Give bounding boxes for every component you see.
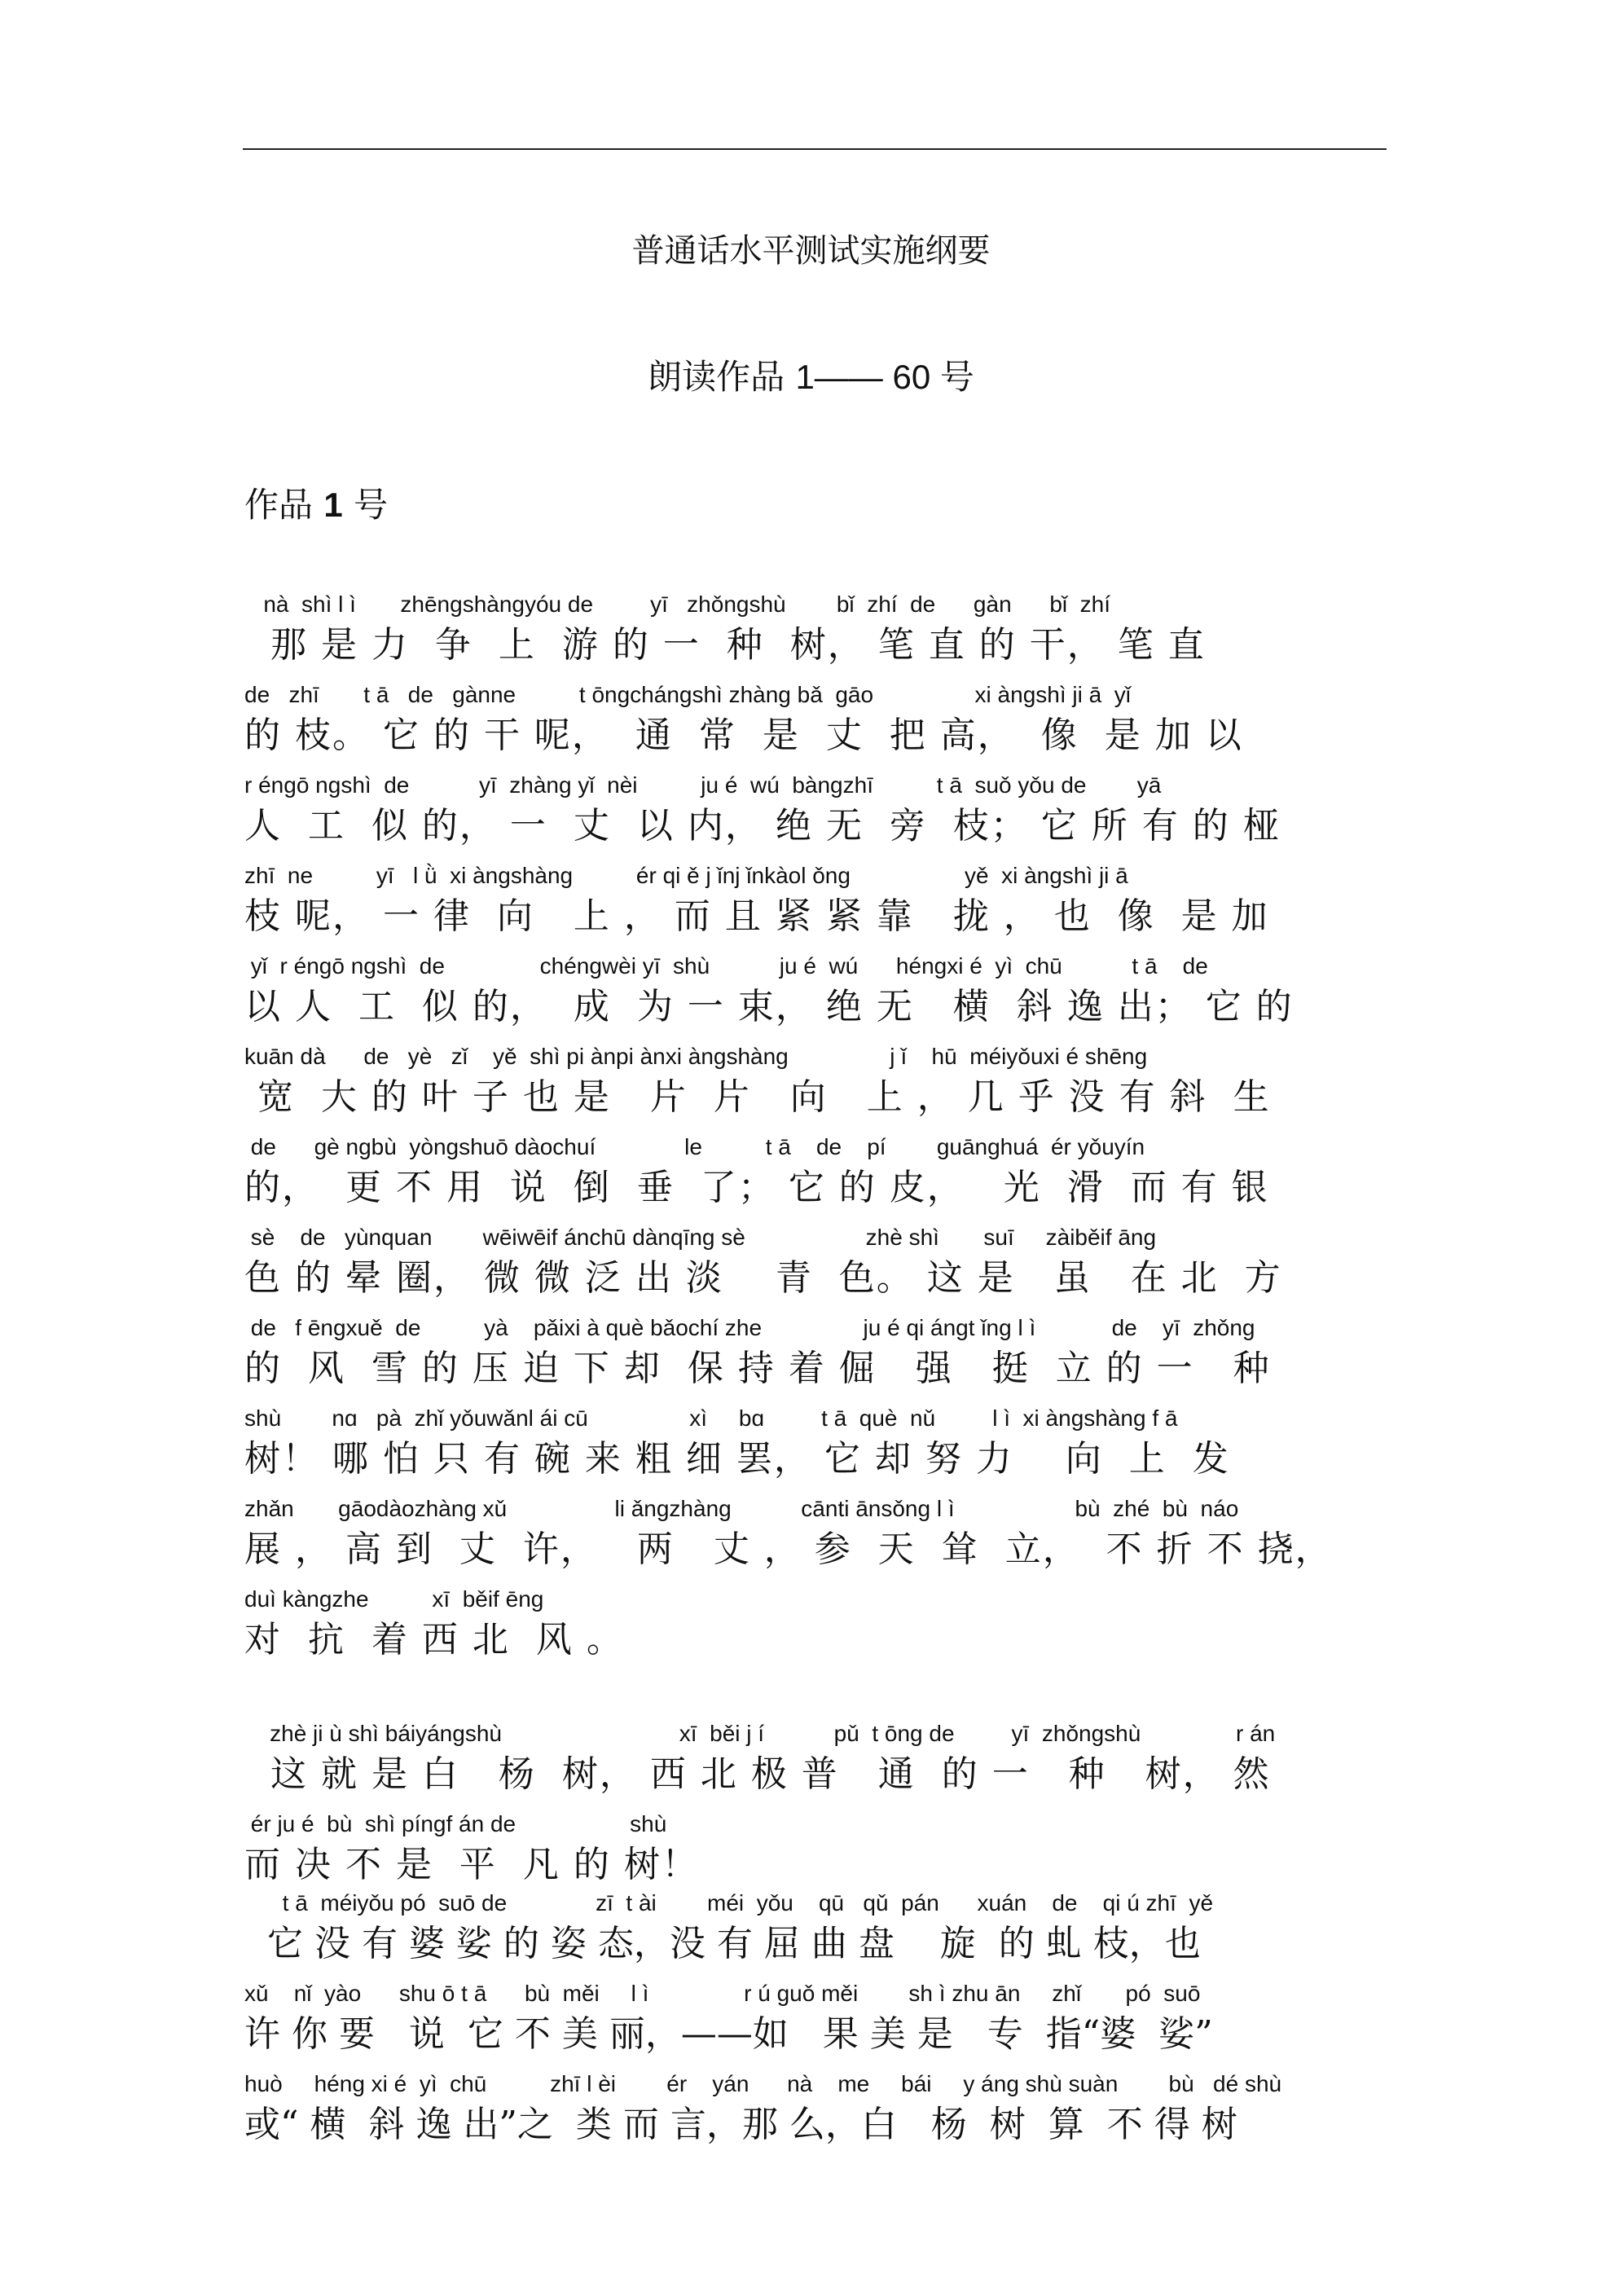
pinyin-line: duì kàngzhe xī běif ēng — [244, 1586, 544, 1612]
section-prefix: 作品 — [244, 485, 324, 525]
hanzi-line: 许 你 要 说 它 不 美 丽，——如 果 美 是 专 指“婆 娑” — [244, 2013, 1213, 2055]
section-number: 1 — [323, 486, 343, 524]
hanzi-line: 或“ 横 斜 逸 出”之 类 而 言，那 么，白 杨 树 算 不 得 树 — [244, 2104, 1237, 2145]
hanzi-line: 树！ 哪 怕 只 有 碗 来 粗 细 罢， 它 却 努 力 向 上 发 — [244, 1438, 1230, 1480]
hanzi-line: 而 决 不 是 平 凡 的 树！ — [244, 1844, 699, 1885]
hanzi-line: 色 的 晕 圈， 微 微 泛 出 淡 青 色。 这 是 虽 在 北 方 — [244, 1257, 1282, 1299]
hanzi-line: 对 抗 着 西 北 风 。 — [244, 1619, 624, 1660]
header-rule — [243, 148, 1387, 150]
pinyin-line: de zhī t ā de gànne t ōngchángshì zhàng bǎ gāo xi àngshì ji ā yǐ — [244, 682, 1131, 707]
section-heading — [244, 478, 388, 527]
hanzi-line: 的 枝。 它 的 干 呢， 通 常 是 丈 把 高， 像 是 加 以 — [244, 715, 1243, 756]
hanzi-line: 枝 呢， 一 律 向 上 ， 而 且 紧 紧 靠 拢 ， 也 像 是 加 — [244, 895, 1269, 937]
subtitle-suffix: 号 — [939, 357, 974, 397]
document-title: 普通话水平测试实施纲要 — [631, 232, 991, 270]
section-suffix: 号 — [342, 485, 389, 525]
pinyin-line: t ā méiyǒu pó suō de zī t ài méi yǒu qū qǔ pán xuán de qi ú zhī yě — [244, 1890, 1214, 1916]
hanzi-line: 人 工 似 的， 一 丈 以 内， 绝 无 旁 枝； 它 所 有 的 桠 — [244, 805, 1281, 847]
pinyin-line: r éngō ngshì de yī zhàng yǐ nèi ju é wú bàngzhī t ā suǒ yǒu de yā — [244, 772, 1162, 798]
hanzi-line: 以 人 工 似 的， 成 为 一 束， 绝 无 横 斜 逸 出； 它 的 — [244, 986, 1294, 1027]
subtitle-range: 1—— 60 — [795, 358, 940, 396]
pinyin-line: de gè ngbù yòngshuō dàochuí le t ā de pí guānghuá ér yǒuyín — [244, 1134, 1145, 1159]
hanzi-line: 这 就 是 白 杨 树， 西 北 极 普 通 的 一 种 树， 然 — [244, 1753, 1271, 1795]
pinyin-line: xǔ nǐ yào shu ō t ā bù měi l ì r ú guǒ měi sh ì zhu ān zhǐ pó suō — [244, 1981, 1201, 2006]
pinyin-line: de f ēngxuě de yà pǎixi à què bǎochí zhe ju é qi ángt ǐng l ì de yī zhǒng — [244, 1315, 1255, 1340]
pinyin-line: kuān dà de yè zǐ yě shì pi ànpi ànxi àngshàng j ǐ hū méiyǒuxi é shēng — [244, 1044, 1148, 1069]
document-subtitle — [0, 350, 1622, 399]
hanzi-line: 它 没 有 婆 娑 的 姿 态，没 有 屈 曲 盘 旋 的 虬 枝，也 — [244, 1923, 1201, 1964]
pinyin-line: sè de yùnquan wēiwēif ánchū dànqīng sè zhè shì suī zàiběif āng — [244, 1225, 1157, 1250]
subtitle-prefix: 朗读作品 — [648, 357, 796, 397]
hanzi-line: 那 是 力 争 上 游 的 一 种 树， 笔 直 的 干， 笔 直 — [244, 624, 1206, 666]
pinyin-line: zhǎn gāodàozhàng xǔ li ǎngzhàng cānti ānsǒng l ì bù zhé bù náo — [244, 1496, 1239, 1521]
pinyin-line: nà shì l ì zhēngshàngyóu de yī zhǒngshù bǐ zhí de gàn bǐ zhí — [244, 592, 1111, 617]
hanzi-line: 的， 更 不 用 说 倒 垂 了； 它 的 皮， 光 滑 而 有 银 — [244, 1167, 1269, 1208]
hanzi-line: 展 ， 高 到 丈 许， 两 丈 ， 参 天 耸 立， 不 折 不 挠， — [244, 1528, 1333, 1570]
pinyin-line: huò héng xi é yì chū zhī l èi ér yán nà me bái y áng shù suàn bù dé shù — [244, 2071, 1282, 2096]
hanzi-line: 的 风 雪 的 压 迫 下 却 保 持 着 倔 强 挺 立 的 一 种 — [244, 1348, 1271, 1389]
pinyin-line: shù nɑ pà zhǐ yǒuwǎnl ái cū xì bɑ t ā què nǔ l ì xi àngshàng f ā — [244, 1405, 1178, 1431]
pinyin-line: zhè ji ù shì báiyángshù xī běi j í pǔ t ōng de yī zhǒngshù r án — [244, 1721, 1276, 1746]
hanzi-line: 宽 大 的 叶 子 也 是 片 片 向 上 ， 几 乎 没 有 斜 生 — [244, 1076, 1271, 1118]
pinyin-line: ér ju é bù shì píngf án de shù — [244, 1811, 667, 1836]
pinyin-line: yǐ r éngō ngshì de chéngwèi yī shù ju é wú héngxi é yì chū t ā de — [244, 953, 1208, 979]
pinyin-line: zhī ne yī l ǜ xi àngshàng ér qi ě j ǐnj ǐnkàol ǒng yě xi àngshì ji ā — [244, 863, 1128, 888]
